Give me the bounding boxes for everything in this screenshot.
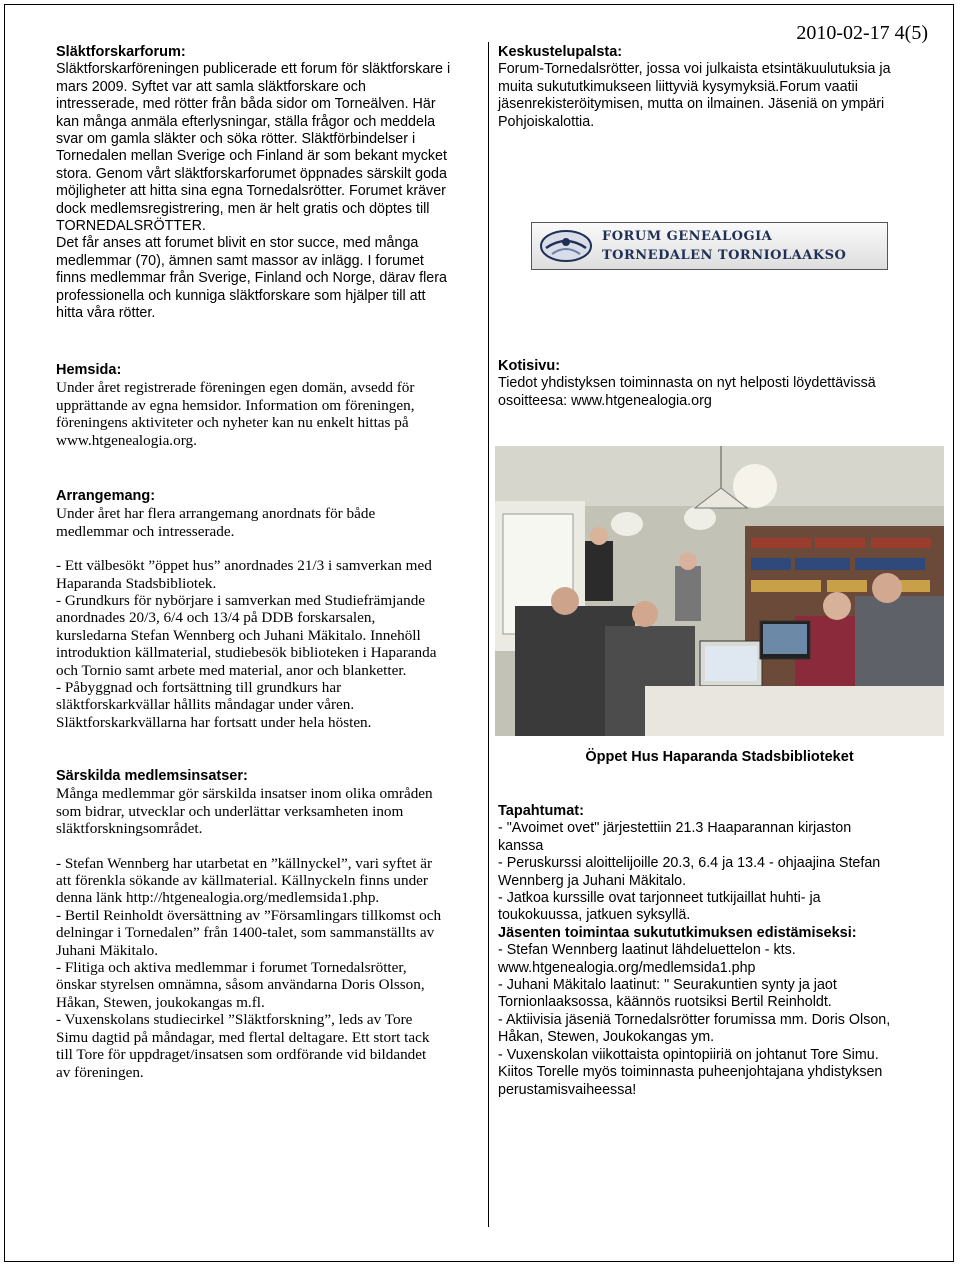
arrangemang-heading: Arrangemang: [56,488,156,504]
text-line: möjligheter att hitta sina egna Tornedalsrötter. Forumet kräver [56,183,446,200]
text-line: kan många anmäla efterlysningar, ställa frågor och meddela [56,113,436,130]
logo-line-2: TORNEDALEN TORNIOLAAKSO [602,248,847,263]
text-line: Under året har flera arrangemang anordnats för både [56,505,376,523]
text-line: som bidrar, utvecklar och underlättar verksamheten inom [56,802,404,820]
logo-text [602,227,846,265]
hemsida-heading: Hemsida: [56,362,122,378]
text-line: Kiitos Torelle myös toiminnasta puheenjohtajana yhdistyksen [498,1064,883,1081]
tapahtumat-heading: Tapahtumat: [498,803,584,819]
text-line: kanssa [498,837,544,854]
text-line: - Jatkoa kurssille ovat tarjonneet tutkijaillat huhti- ja [498,890,821,907]
text-line: av föreningen. [56,1063,144,1081]
text-line: - Stefan Wennberg laatinut lähdeluettelon - kts. [498,942,796,959]
text-line: Håkan, Stewen, Joukokangas ym. [498,1029,715,1046]
text-line: intresserade, med rötter från båda sidor om Torneälven. Här [56,96,436,113]
text-line: och Tornio samt arbete med material, anor och blanketter. [56,661,407,679]
text-line: professionella och kunniga släktforskare som hjälper till att [56,287,426,304]
text-line: till Tore för uppdraget/insatsen som ordförande vid bildandet [56,1046,427,1064]
text-line: - Ett välbesökt ”öppet hus” anordnades 21/3 i samverkan med [56,557,432,575]
text-line: Släktforskarkvällarna har fortsatt under hela hösten. [56,713,372,731]
text-line: - Vuxenskolan viikottaista opintopiiriä on johtanut Tore Simu. [498,1046,879,1063]
text-line: Simu dagtid på måndagar, med flertal deltagare. Ett stort tack [56,1028,430,1046]
text-line: introduktion källmaterial, studiebesök biblioteken i Haparanda [56,644,437,662]
text-line: hitta våra rötter. [56,305,156,322]
text-line: Tornedalen mellan Sverige och Finland är som bekant mycket [56,148,447,165]
text-line: dock medlemsregistrering, men är helt gratis och döptes till [56,200,430,217]
text-line: perustamisvaiheessa! [498,1081,637,1098]
text-line: Håkan, Stewen, joukokangas m.fl. [56,993,265,1011]
text-line: medlemmar (70), ämnen samt massor av inlägg. I forumet [56,252,424,269]
section-kotisivu [498,358,948,410]
insatser-heading: Särskilda medlemsinsatser: [56,768,248,784]
text-line: att förenkla sökande av källmaterial. Källnyckeln finns under [56,872,428,890]
text-line: mars 2009. Syftet var att samla släktforskare och [56,78,366,95]
text-line: kursledarna Stefan Wennberg och Juhani Mäkitalo. Innehöll [56,626,421,644]
text-line: osoitteesa: www.htgenealogia.org [498,392,712,409]
text-line: Många medlemmar gör särskilda insatser inom olika områden [56,785,433,803]
page-date: 2010-02-17 4(5) [796,22,928,44]
section-tapahtumat [498,803,948,1099]
text-line: finns medlemmar från Sverige, Finland och Norge, därav flera [56,270,447,287]
keskustelu-heading: Keskustelupalsta: [498,44,623,60]
text-line: - Juhani Mäkitalo laatinut: " Seurakuntien synty ja jaot [498,977,837,994]
text-line: - Stefan Wennberg har utarbetat en ”källnyckel”, vari syftet är [56,854,433,872]
text-line: toukokuussa, jatkuen syksyllä. [498,907,691,924]
text-line: upprättande av egna hemsidor. Information om föreningen, [56,396,415,414]
text-line: www.htgenealogia.org/medlemsida1.php [498,959,756,976]
text-line: släktforskningsområdet. [56,820,203,838]
text-line: önskar styrelsen omnämna, såsom användarna Doris Olsson, [56,976,425,994]
section-hemsida [56,362,486,449]
text-line: svar om gamla släkter och söka rötter. Släktförbindelser i [56,131,416,148]
section-forum [56,44,486,323]
text-line: - Vuxenskolans studiecirkel ”Släktforskning”, leds av Tore [56,1011,413,1029]
logo-line-1: FORUM GENEALOGIA [602,229,773,244]
text-line: Wennberg ja Juhani Mäkitalo. [498,872,687,889]
forum-text [56,61,486,322]
jasenten-heading: Jäsenten toimintaa sukututkimuksen edistämiseksi: [498,924,857,941]
text-line: Det får anses att forumet blivit en stor succe, med många [56,235,419,252]
section-arrangemang [56,488,486,731]
text-line: Forum-Tornedalsrötter, jossa voi julkaista etsintäkuulutuksia ja [498,61,891,78]
text-line: - Påbyggnad och fortsättning till grundkurs har [56,679,342,697]
text-line: - Grundkurs för nybörjare i samverkan med Studiefrämjande [56,592,426,610]
library-photo [495,446,944,736]
text-line: jäsenrekisteröitymisen, mutta on ilmainen. Jäseniä on ympäri [498,96,885,113]
text-line: muita sukututkimukseen liittyviä kysymyksiä.Forum vaatii [498,78,858,95]
photo-caption: Öppet Hus Haparanda Stadsbiblioteket [585,749,854,765]
column-divider [488,42,489,1227]
text-line: släktforskarkvällar hållits måndagar under våren. [56,696,355,714]
text-line: www.htgenealogia.org. [56,431,197,449]
text-line: anordnades 20/3, 6/4 och 13/4 på DDB forskarsalen, [56,609,376,627]
text-line: Tiedot yhdistyksen toiminnasta on nyt helposti löydettävissä [498,375,876,392]
text-line: stora. Genom vårt släktforskarforumet öppnades särskilt goda [56,165,447,182]
text-line: Juhani Mäkitalo. [56,941,159,959]
text-line: TORNEDALSRÖTTER. [56,218,206,235]
text-line: Under året registrerade föreningen egen domän, avsedd för [56,379,415,397]
logo-emblem-icon [538,228,594,264]
section-insatser [56,768,486,1081]
text-line: Tornionlaaksossa, käännös ruotsiksi Bertil Reinholdt. [498,994,832,1011]
text-line: denna länk http://htgenealogia.org/medlemsida1.php. [56,889,380,907]
text-line: - Peruskurssi aloittelijoille 20.3, 6.4 ja 13.4 - ohjaajina Stefan [498,855,881,872]
section-keskustelupalsta [498,44,948,131]
text-line: delningar i Tornedalen” från 1400-talet, som sammanställts av [56,924,435,942]
text-line: Släktforskarföreningen publicerade ett forum för släktforskare i [56,61,451,78]
kotisivu-heading: Kotisivu: [498,358,561,374]
text-line: Haparanda Stadsbibliotek. [56,574,217,592]
text-line: - Bertil Reinholdt översättning av ”Församlingars tillkomst och [56,906,442,924]
forum-genealogia-logo [531,222,888,270]
text-line: Pohjoiskalottia. [498,113,595,130]
forum-heading: Släktforskarforum: [56,44,186,60]
photo-illustration [495,446,944,736]
text-line: medlemmar och intresserade. [56,522,235,540]
text-line: - Aktiivisia jäseniä Tornedalsrötter forumissa mm. Doris Olson, [498,1011,891,1028]
text-line: föreningens aktiviteter och nyheter kan nu enkelt hittas på [56,414,409,432]
text-line: - "Avoimet ovet" järjestettiin 21.3 Haaparannan kirjaston [498,820,852,837]
text-line: - Flitiga och aktiva medlemmar i forumet Tornedalsrötter, [56,959,407,977]
